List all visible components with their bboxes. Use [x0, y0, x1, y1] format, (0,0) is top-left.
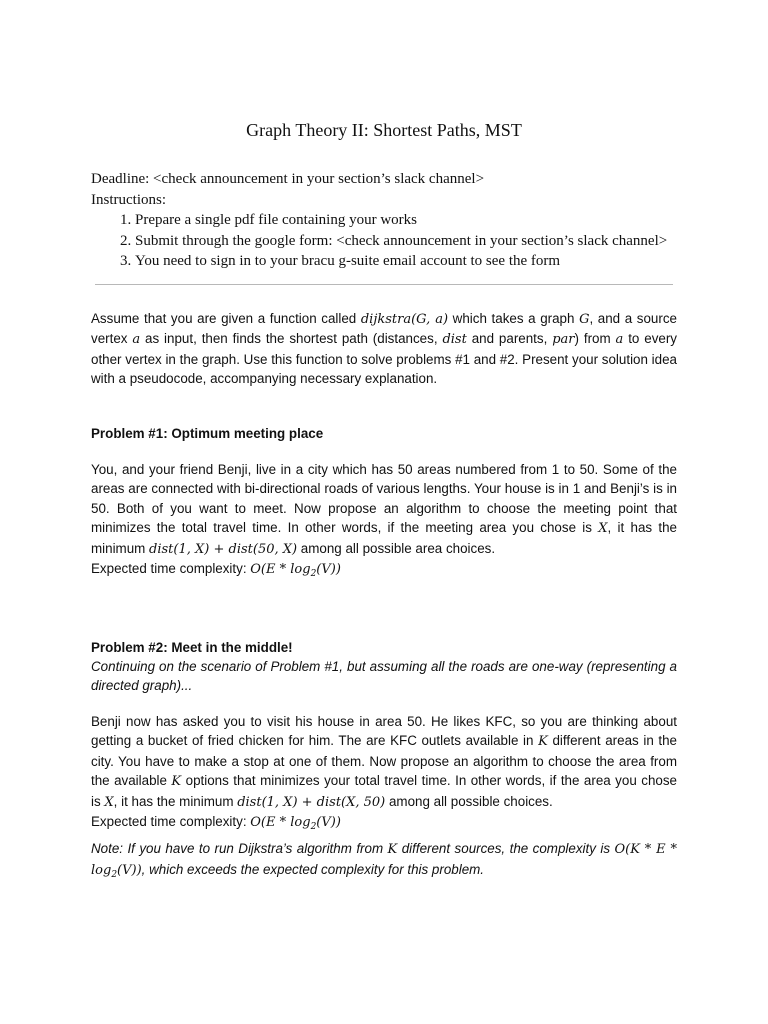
intro-text: to every other vertex in the graph. Use this function to solve problems #1 and #2. Present your solution idea with a pseudocode, accompanying necessary explanation.	[91, 331, 678, 387]
problem1-text: , it has the minimum	[91, 520, 677, 556]
math-G: G	[579, 312, 590, 327]
problem1-heading: Problem #1: Optimum meeting place	[91, 426, 324, 441]
math-dist-expression: dist(1, X) + dist(50, X)	[149, 541, 298, 557]
note-text: , which exceeds the expected complexity for this problem.	[141, 861, 485, 877]
math-subscript: 2	[111, 869, 118, 880]
math-X: X	[104, 794, 114, 810]
problem2-text: Benji now has asked you to visit his house in area 50. He likes KFC, so you are thinking about getting a bucket of fried chicken for him. The are KFC outlets available in	[91, 714, 677, 749]
problem2-text: different areas in the city. You have to make a stop at one of them. Now propose an algorithm to choose the area from the available	[91, 733, 678, 789]
math-note-complexity: O(K * E * log	[91, 842, 677, 878]
intro-text: Assume that you are given a function called	[91, 311, 361, 326]
math-complexity: O(E * log	[250, 562, 311, 578]
instructions-label: Instructions:	[91, 191, 166, 208]
intro-text: , and a source vertex	[91, 311, 677, 347]
math-dist-expression: dist(1, X) + dist(X, 50)	[237, 794, 386, 810]
intro-paragraph	[91, 309, 677, 389]
problem1-body	[91, 460, 677, 584]
math-subscript: 2	[310, 569, 317, 580]
assignment-header	[91, 169, 691, 272]
math-K: K	[171, 774, 182, 790]
complexity-label: Expected time complexity:	[91, 814, 251, 830]
horizontal-divider	[95, 284, 673, 285]
problem2-text: options that minimizes your total travel time. In other words, if the area you chose is	[91, 773, 677, 809]
math-dist: dist	[442, 332, 467, 348]
intro-text: as input, then finds the shortest path (distances,	[140, 331, 443, 347]
problem1-complexity	[91, 559, 677, 584]
intro-text: ) from	[574, 331, 616, 347]
math-a: a	[132, 332, 141, 348]
instructions-list	[91, 210, 691, 272]
note-text: Note: If you have to run Dijkstra’s algorithm from	[91, 841, 388, 857]
math-X: X	[598, 521, 608, 537]
instruction-item: 3. You need to sign in to your bracu g-suite email account to see the form	[135, 251, 691, 272]
problem2-body	[91, 712, 677, 885]
problem1-text: among all possible area choices.	[297, 540, 496, 556]
instruction-item: 2. Submit through the google form: <check announcement in your section’s slack channel>	[135, 231, 691, 252]
problem2-complexity	[91, 812, 677, 837]
math-K: K	[387, 842, 398, 858]
complexity-label: Expected time complexity:	[91, 561, 251, 577]
intro-text: which takes a graph	[448, 311, 580, 326]
deadline-line: Deadline: <check announcement in your section’s slack channel>	[91, 171, 485, 187]
problem1-text: You, and your friend Benji, live in a city which has 50 areas numbered from 1 to 50. Some of the areas are connected with bi-directional roads of various lengths. Your house is in 1 and Benji’s is in 50. Both of you want to meet. Now propose an algorithm to choose the meeting point that minimizes the total travel time. In other words, if the meeting area you chose is	[91, 462, 677, 536]
math-par: par	[552, 332, 575, 348]
math-K: K	[538, 734, 548, 750]
math-dijkstra: dijkstra	[360, 312, 412, 327]
problem2-heading: Problem #2: Meet in the middle!	[91, 640, 293, 655]
problem2-note	[91, 839, 677, 885]
math-a: a	[615, 332, 624, 348]
problem2-text: , it has the minimum	[113, 793, 238, 809]
math-subscript: 2	[310, 822, 317, 833]
math-complexity: (V))	[316, 815, 341, 831]
intro-text: and parents,	[466, 331, 553, 347]
math-note-complexity: (V))	[117, 862, 142, 878]
instruction-item: 1. Prepare a single pdf file containing your works	[135, 210, 691, 231]
math-complexity: (V))	[316, 562, 341, 578]
problem2-scenario: Continuing on the scenario of Problem #1, but assuming all the roads are one-way (representing a directed graph)...	[91, 659, 677, 694]
problem2-text: among all possible choices.	[385, 793, 553, 809]
note-text: different sources, the complexity is	[397, 841, 615, 857]
math-dijkstra-args: (G, a)	[411, 312, 449, 327]
document-title: Graph Theory II: Shortest Paths, MST	[246, 120, 522, 140]
math-complexity: O(E * log	[250, 815, 311, 831]
